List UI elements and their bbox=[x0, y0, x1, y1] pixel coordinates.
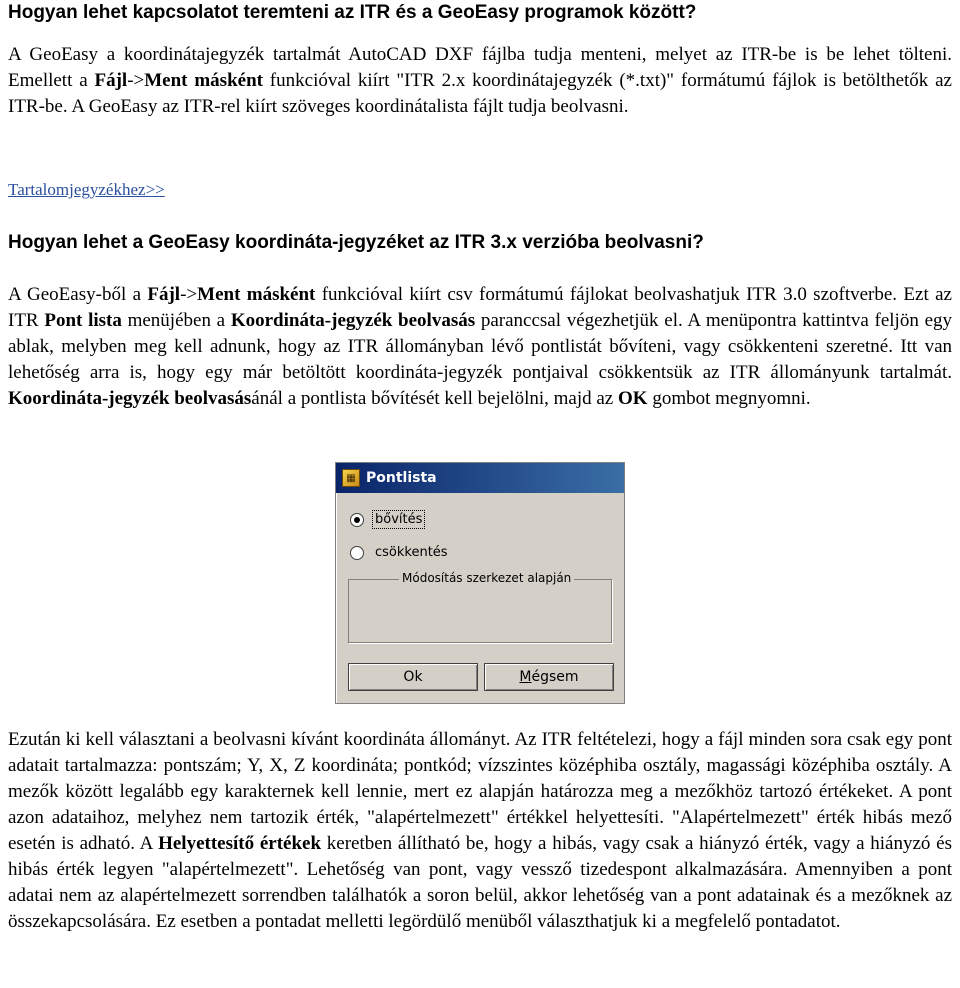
bold-koordinata-beolvasas: Koordináta-jegyzék beolvasás bbox=[230, 310, 476, 331]
dialog-titlebar[interactable] bbox=[336, 463, 624, 493]
dialog-title: Pontlista bbox=[366, 470, 437, 486]
text: keretben állítható be, hogy a hibás, vagy csak a hiányzó érték, vagy a hiányzó és hibás érték legyen "alapértelmezett". Lehetőség van pont, vagy vessző tizedespont alkalmazására. Amennyiben a pont adatai nem az alapértelmezett sorrendben találhatók a soron belül, akkor lehetőség van a pont adatainak és a mezőknek az összekapcsolására. Ez esetben a pontadat melletti legördülő menüből választhatjuk ki a megfelelő pontadatot. bbox=[8, 833, 952, 932]
text: paranccsal végezhetjük el. A menüpontra kattintva feljön egy ablak, melyben meg kell adnunk, hogy az ITR állományban lévő pontlistát bővíteni, vagy csökkenteni szeretné. Itt van lehetőség arra is, hogy egy már betöltött koordináta-jegyzék pontjaival csökkentsük az ITR állományunk tartalmát. bbox=[8, 310, 952, 383]
app-icon: ▦ bbox=[342, 469, 360, 487]
text: ánál a pontlista bővítését kell bejelölni, majd az bbox=[251, 388, 618, 409]
bold-pont-lista: Pont lista bbox=[44, 310, 122, 331]
bold-helyettesito-ertekek: Helyettesítő értékek bbox=[158, 833, 322, 854]
text: -> bbox=[180, 284, 198, 305]
text: funkcióval kiírt "ITR 2.x koordinátajegyzék (*.txt)" formátumú fájlok is betölthetők az ITR-be. A GeoEasy az ITR-rel kiírt szöveges koordinátalista fájlt tudja beolvasni. bbox=[8, 70, 952, 117]
cancel-label-rest: égsem bbox=[531, 669, 579, 685]
paragraph-intro bbox=[8, 42, 952, 120]
radio-selected-icon bbox=[350, 513, 364, 527]
bold-koordinata-beolvasas-2: Koordináta-jegyzék beolvasás bbox=[8, 388, 252, 409]
text: A GeoEasy a koordinátajegyzék tartalmát AutoCAD DXF fájlba tudja menteni, melyet az ITR-be is be lehet tölteni. Emellett a bbox=[8, 44, 952, 91]
text: gombot megnyomni. bbox=[647, 388, 811, 409]
pontlista-dialog bbox=[335, 462, 625, 704]
modositas-groupbox bbox=[348, 571, 612, 643]
text: menüjében a bbox=[121, 310, 231, 331]
heading-itr-geoeasy-connection: Hogyan lehet kapcsolatot teremteni az ITR és a GeoEasy programok között? bbox=[8, 2, 697, 23]
heading-itr3-import: Hogyan lehet a GeoEasy koordináta-jegyzéket az ITR 3.x verzióba beolvasni? bbox=[8, 232, 704, 253]
bold-ment-maskent: Ment másként bbox=[144, 70, 263, 91]
paragraph-import bbox=[8, 282, 952, 412]
text: Ezután ki kell választani a beolvasni kívánt koordináta állományt. Az ITR feltételezi, hogy a fájl minden sora csak egy pont adatait tartalmazza: pontszám; Y, X, Z koordináta; pontkód; vízszintes középhiba osztály, magassági középhiba osztály. A mezők között legalább egy karakternek kell lennie, mert ez alapján határozza meg a mezőkhöz tartozó értékeket. A pont azon adataihoz, melyhez nem tartozik érték, "alapértelmezett" értékkel helyettesíti. "Alapértelmezett" érték hibás mező esetén is adható. A bbox=[8, 729, 952, 854]
bold-ok: OK bbox=[618, 388, 648, 409]
cancel-button[interactable] bbox=[484, 663, 614, 691]
text: -> bbox=[127, 70, 145, 91]
radio-csokkentes[interactable] bbox=[350, 544, 450, 561]
radio-label-bovites: bővítés bbox=[375, 512, 423, 527]
radio-label-csokkentes: csökkentés bbox=[375, 545, 448, 560]
radio-bovites[interactable] bbox=[350, 511, 424, 528]
text: funkcióval kiírt csv formátumú fájlokat beolvashatjuk ITR 3.0 szoftverbe. Ezt az ITR bbox=[8, 284, 952, 331]
bold-ment-maskent: Ment másként bbox=[197, 284, 316, 305]
radio-unselected-icon bbox=[350, 546, 364, 560]
ok-button[interactable]: Ok bbox=[348, 663, 478, 691]
paragraph-file-format bbox=[8, 727, 952, 935]
bold-fajl: Fájl bbox=[147, 284, 181, 305]
toc-link[interactable]: Tartalomjegyzékhez>> bbox=[8, 180, 165, 199]
text: A GeoEasy-ből a bbox=[8, 284, 148, 305]
groupbox-title: Módosítás szerkezet alapján bbox=[399, 571, 574, 585]
cancel-mnemonic: M bbox=[519, 669, 532, 685]
bold-fajl: Fájl bbox=[94, 70, 128, 91]
